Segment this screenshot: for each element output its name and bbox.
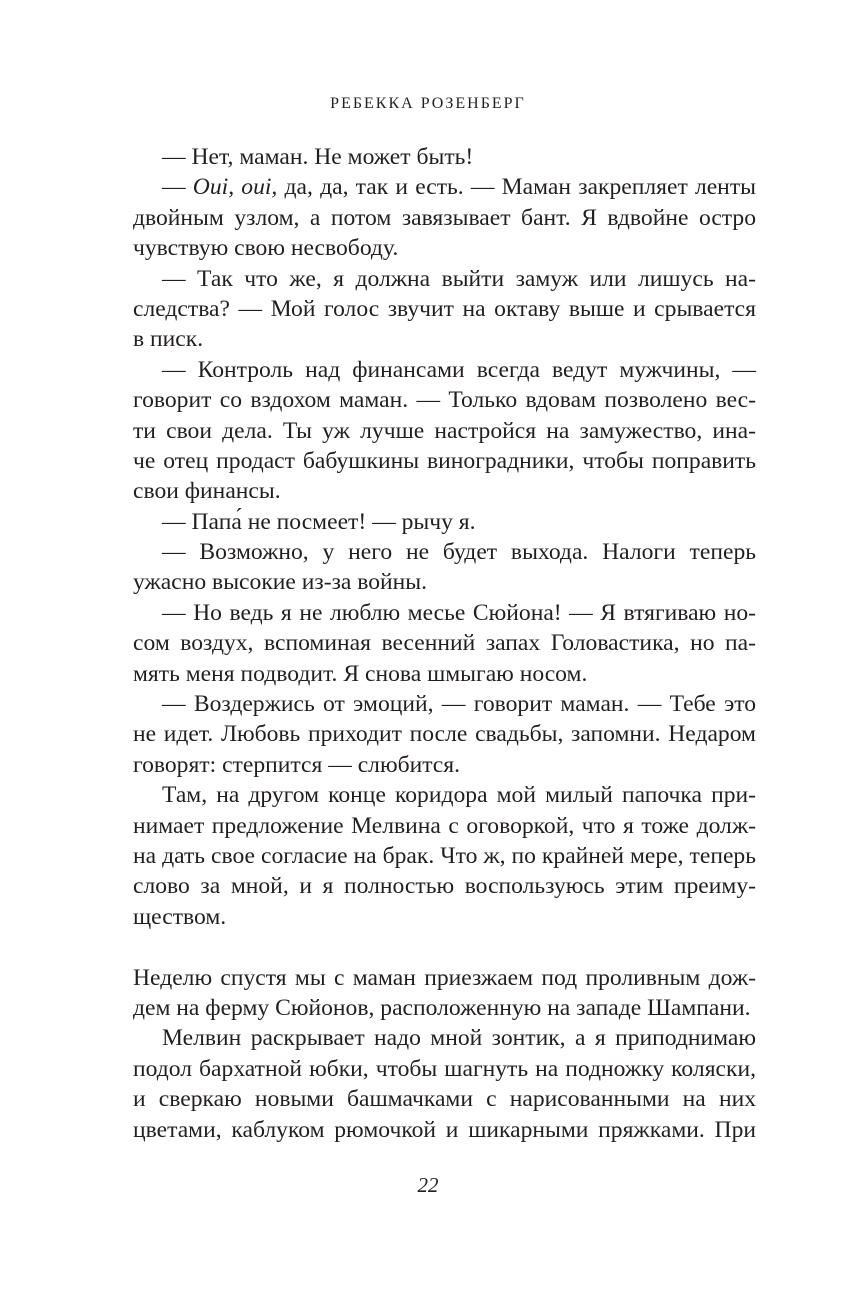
text-line: че отец продаст бабушкины виноградники, чтобы поправить: [133, 447, 756, 474]
text-line: — Возможно, у него не будет выхода. Налоги теперь: [162, 539, 756, 566]
section-break: [133, 932, 756, 962]
text-line: говорят: стерпится — слюбится.: [133, 751, 461, 778]
italic-run: Oui, oui,: [192, 174, 278, 201]
text-line: — Папа́ не посмеет! — рычу я.: [162, 508, 476, 535]
text-line: чувствую свою несвободу.: [133, 235, 399, 262]
text-line: следства? — Мой голос звучит на октаву выше и срывается: [133, 295, 756, 322]
text-line: на дать свое согласие на брак. Что ж, по крайней мере, теперь: [133, 842, 756, 869]
text-line: — Воздержись от эмоций, — говорит маман. — Тебе это: [162, 691, 756, 718]
text-line: ти свои дела. Ты уж лучше настройся на замужество, ина-: [133, 417, 756, 444]
text-line: — Нет, маман. Не может быть!: [162, 144, 474, 170]
text-line: нимает предложение Мелвина с оговоркой, что я тоже долж-: [133, 812, 756, 839]
text-line: двойным узлом, а потом завязывает бант. Я вдвойне остро: [133, 204, 756, 231]
text-line: Там, на другом конце коридора мой милый папочка при-: [162, 782, 756, 809]
page-number: 22: [417, 1173, 439, 1197]
text-run: —: [162, 174, 193, 201]
body-text: [133, 142, 756, 1145]
text-line: цветами, каблуком рюмочкой и шикарными пряжками. При: [133, 1116, 756, 1143]
text-line: ществом.: [133, 903, 227, 930]
text-line: и сверкаю новыми башмачками с нарисованными на них: [133, 1086, 756, 1113]
text-line: Мелвин раскрывает надо мной зонтик, а я приподнимаю: [162, 1025, 756, 1052]
text-line: — Контроль над финансами всегда ведут мужчины, —: [162, 356, 756, 383]
text-line: свои финансы.: [133, 478, 281, 505]
text-line: сом воздух, вспоминая весенний запах Головастика, но па-: [133, 630, 756, 657]
running-head: РЕБЕККА РОЗЕНБЕРГ: [330, 95, 526, 112]
text-line: мять меня подводит. Я снова шмыгаю носом.: [133, 660, 588, 687]
text-line: — Но ведь я не люблю месье Сюйона! — Я втягиваю но-: [162, 599, 756, 626]
text-line: слово за мной, и я полностью воспользуюсь этим преиму-: [133, 873, 756, 900]
text-line: — Так что же, я должна выйти замуж или лишусь на-: [162, 265, 756, 292]
text-line: подол бархатной юбки, чтобы шагнуть на подножку коляски,: [133, 1055, 756, 1082]
text-line: Неделю спустя мы с маман приезжаем под проливным дож-: [133, 964, 756, 991]
text-line: говорит со вздохом маман. — Только вдовам позволено вес-: [133, 387, 756, 414]
text-line: дем на ферму Сюйонов, расположенную на западе Шампани.: [133, 994, 751, 1021]
text-line: в писк.: [133, 326, 204, 353]
text-run: да, да, так и есть. — Маман закрепляет ленты: [277, 174, 756, 201]
text-line: не идет. Любовь приходит после свадьбы, запомни. Недаром: [133, 721, 756, 748]
text-line: [133, 172, 756, 202]
text-line: ужасно высокие из-за войны.: [133, 569, 428, 596]
